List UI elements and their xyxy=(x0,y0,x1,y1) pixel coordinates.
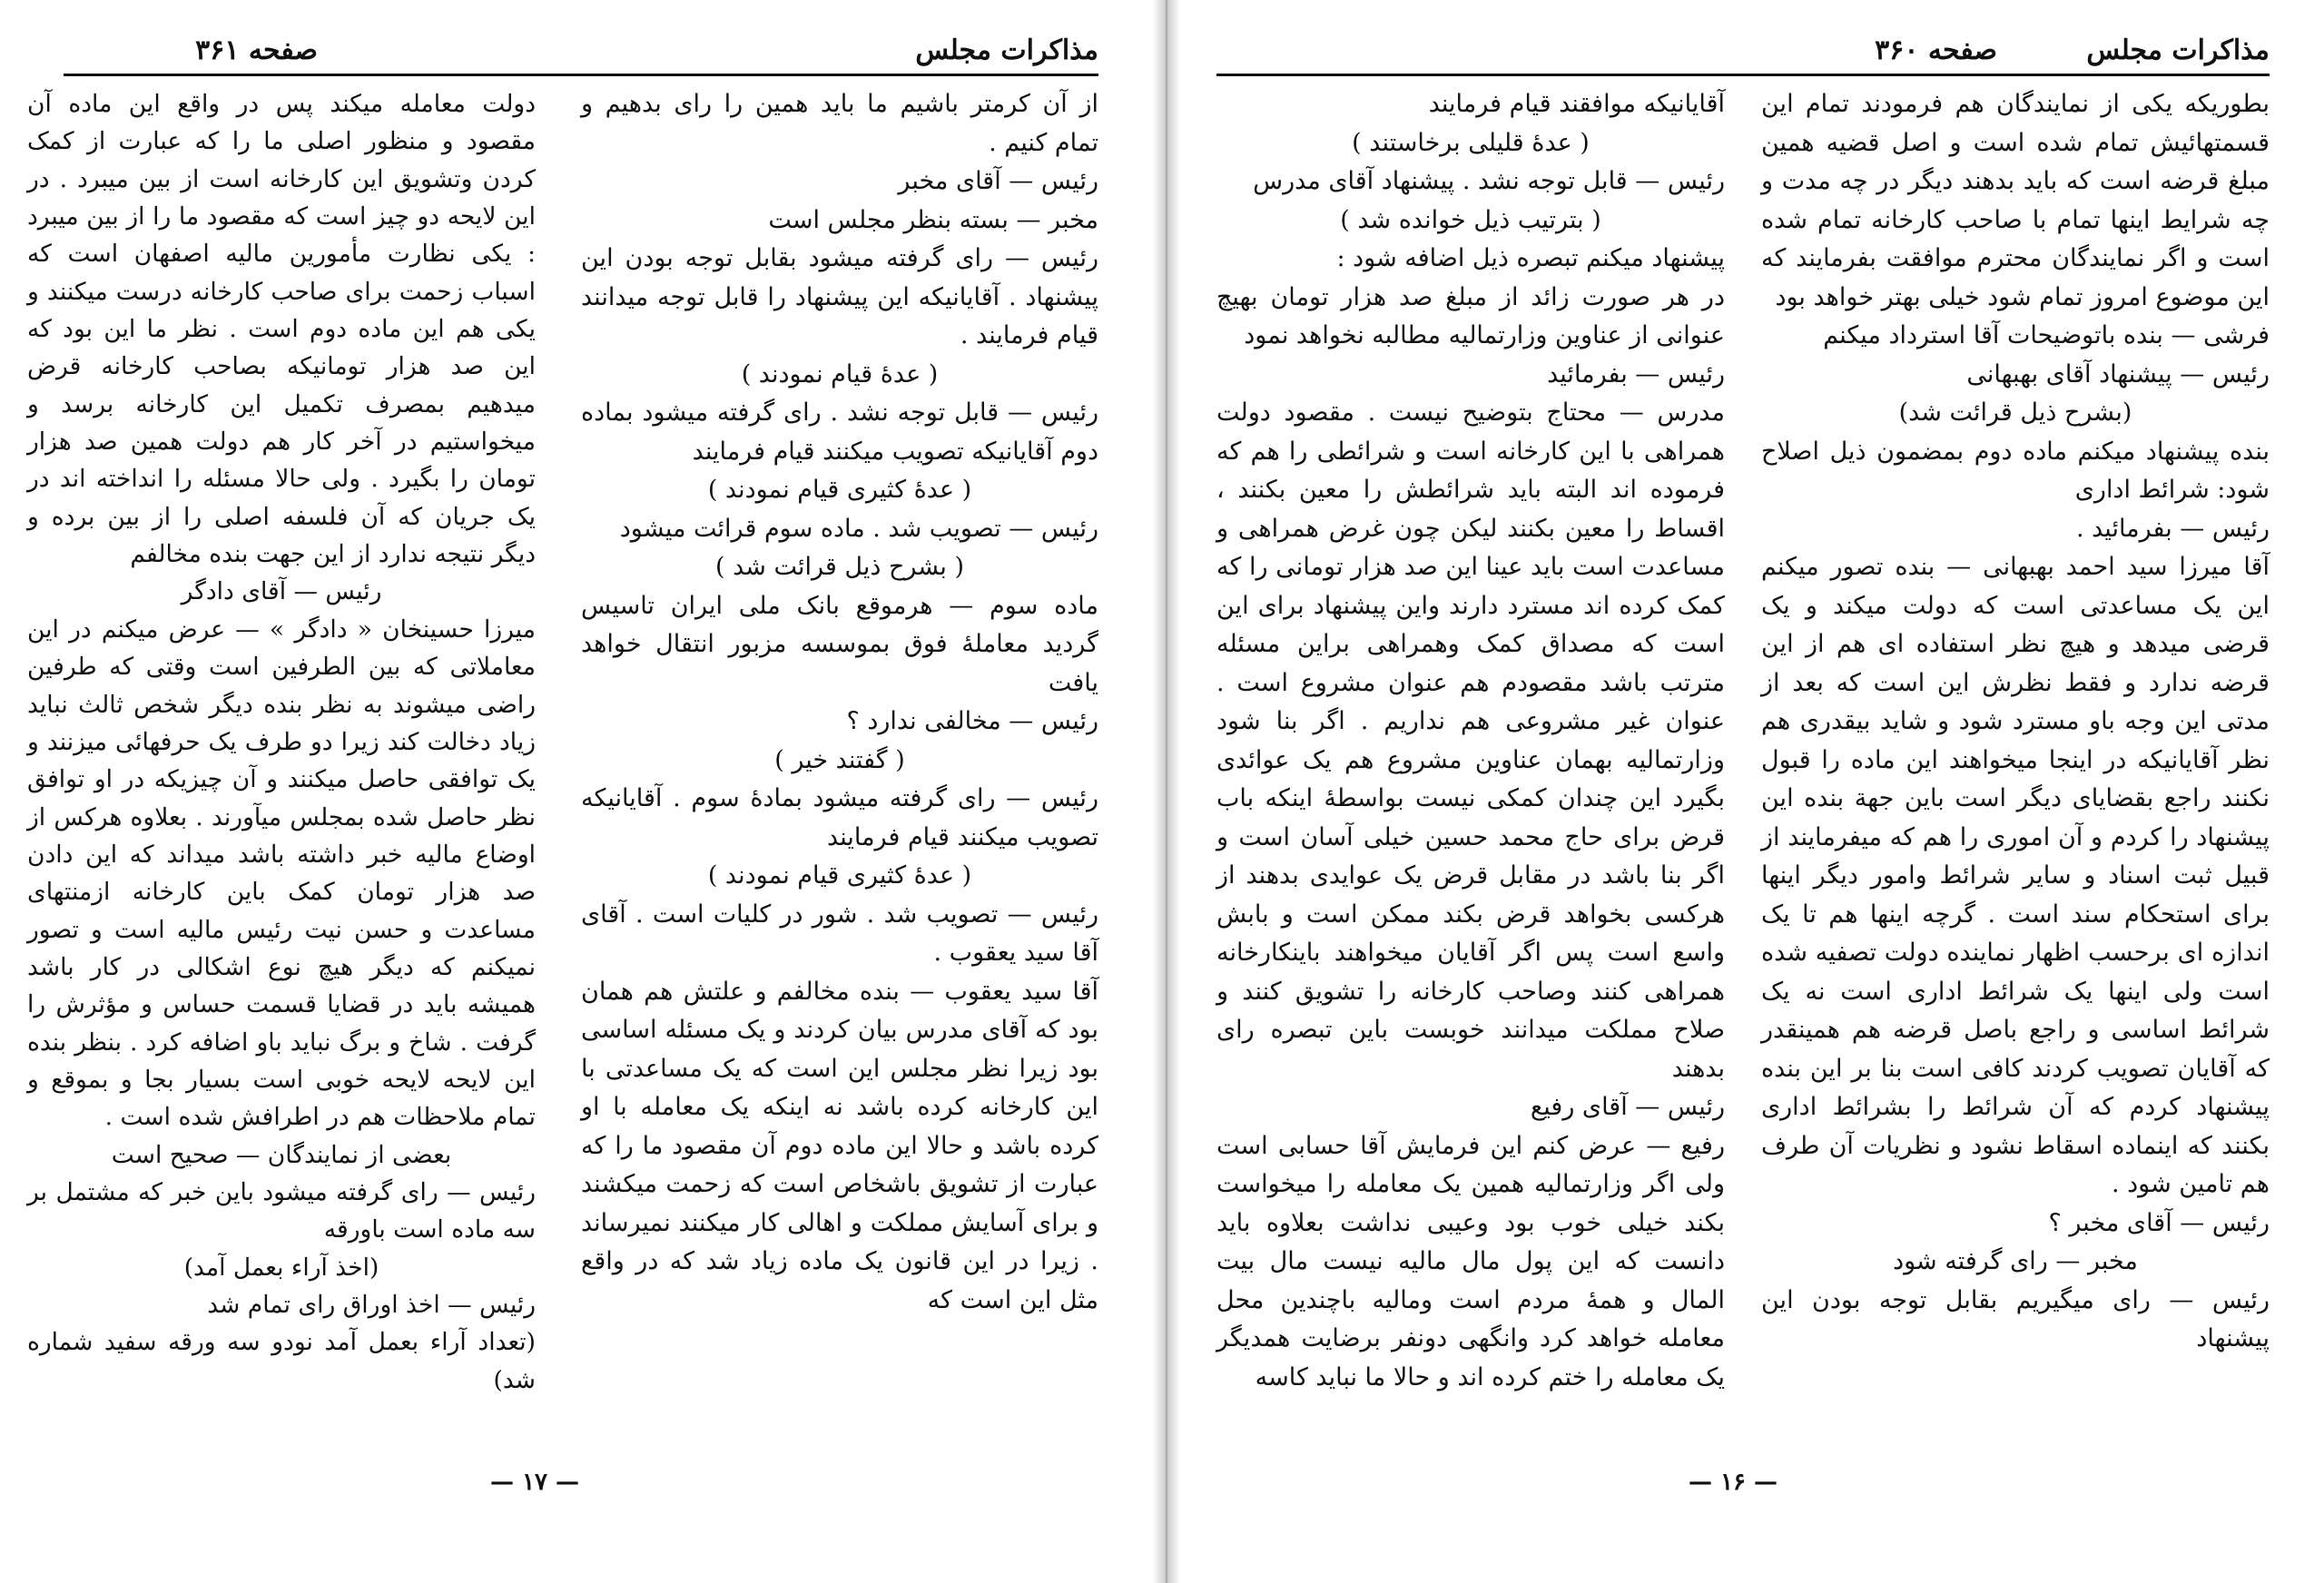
right-page-left-column xyxy=(1216,85,1725,1397)
paragraph: میرزا حسینخان « دادگر » — عرض میکنم در این معاملاتی که بین الطرفین است وقتی که طرفین راضی میشوند به نظر بنده دیگر شخص ثالث نباید زیاد دخالت کند زیرا دو طرف یک حرفهائی میزنند و یک توافقی حاصل میکنند و آن چیزیکه در او توافق نظر حاصل شده بمجلس میآورند . بعلاوه هرکس از اوضاع مالیه خبر داشته باشد میداند که این دادن صد هزار تومان کمک باین کارخانه ازمنتهای مساعدت و حسن نیت رئیس مالیه است و تصور نمیکنم که دیگر هیچ نوع اشکالی در کار باشد همیشه باید در قضایا قسمت حساس و مؤثرش را گرفت . شاخ و برگ نباید باو اضافه کرد . بنظر بنده این لایحه لایحه خوبی است بسیار بجا و بموقع و تمام ملاحظات هم در اطرافش شده است . xyxy=(27,615,536,1132)
paragraph: رئیس — قابل توجه نشد . پیشنهاد آقای مدرس xyxy=(1253,167,1725,195)
paragraph: فرشی — بنده باتوضیحات آقا استرداد میکنم xyxy=(1823,321,2270,349)
paragraph: رئیس — قابل توجه نشد . رای گرفته میشود بماده دوم آقایانیکه تصویب میکنند قیام فرمایند xyxy=(581,398,1098,466)
right-header-rule xyxy=(1216,74,2270,76)
paragraph: ( عدهٔ قلیلی برخاستند ) xyxy=(1352,128,1590,157)
paragraph: رفیع — عرض کنم این فرمایش آقا حسابی است ولی اگر وزارتمالیه همین یک معامله را میخواست بکند خیلی خوب بود وعیبی نداشت بعلاوه باید دانست که این پول مال مالیه نیست مال بیت المال و همهٔ مردم است ومالیه باچندین محل معامله خواهد کرد وانگهی دونفر برضایت همدیگر یک معامله را ختم کرده اند و حالا ما نباید کاسه xyxy=(1216,1131,1725,1391)
left-page-header xyxy=(64,34,1098,76)
paragraph: رئیس — آقای مخبر xyxy=(898,167,1098,195)
paragraph: بطوریکه یکی از نمایندگان هم فرمودند تمام این قسمتهائیش تمام شده است و اصل قضیه همین مبلغ قرضه است که باید بدهند دیگر در چه مدت و چه شرایط اینها تمام با صاحب کارخانه تمام شده است و اگر نمایندگان محترم موافقت بفرمایند که این موضوع امروز تمام شود خیلی بهتر خواهد بود xyxy=(1761,90,2270,311)
paragraph: ( عدهٔ کثیری قیام نمودند ) xyxy=(707,861,972,890)
left-page xyxy=(0,0,1153,1583)
paragraph: پیشنهاد میکنم تبصره ذیل اضافه شود : xyxy=(1336,244,1725,272)
right-page-right-column xyxy=(1761,85,2270,1359)
paragraph: دولت معامله میکند پس در واقع این ماده آن مقصود و منظور اصلی ما را که عبارت از کمک کردن وتشویق این کارخانه است از بین میبرد . در این لایحه دو چیز است که مقصود ما را از بین میبرد : یکی نظارت مأمورین مالیه اصفهان است که اسباب زحمت برای صاحب کارخانه درست میکنند و یکی هم این ماده دوم است . نظر ما این بود که این صد هزار تومانیکه بصاحب کارخانه قرض میدهیم بمصرف تکمیل این کارخانه برسد و میخواستیم در آخر کار هم دولت همین صد هزار تومان را بگیرد . ولی حالا مسئله را انداخته اند در یک جریان که آن فلسفه اصلی را از بین برده و دیگر نتیجه ندارد از این جهت بنده مخالفم xyxy=(27,90,536,569)
paragraph: رئیس — آقای مخبر ؟ xyxy=(2048,1208,2270,1237)
paragraph: بعضی از نمایندگان — صحیح است xyxy=(111,1140,452,1169)
paragraph: مخبر — بسته بنظر مجلس است xyxy=(768,205,1098,234)
paragraph: رئیس — مخالفی ندارد ؟ xyxy=(846,707,1098,735)
paragraph: ( عدهٔ کثیری قیام نمودند ) xyxy=(707,476,972,504)
left-header-rule xyxy=(64,74,1098,76)
book-gutter xyxy=(1153,0,1180,1583)
paragraph: در هر صورت زائد از مبلغ صد هزار تومان بهیچ عنوانی از عناوین وزارتمالیه مطالبه نخواهد نمود xyxy=(1216,282,1725,349)
paragraph: (تعداد آراء بعمل آمد نودو سه ورقه سفید شماره شد) xyxy=(27,1328,536,1394)
paragraph: ( گفتند خیر ) xyxy=(774,745,905,774)
paragraph: رئیس — تصویب شد . ماده سوم قرائت میشود xyxy=(619,514,1098,543)
paragraph: رئیس — بفرمائید . xyxy=(2075,514,2270,543)
paragraph: رئیس — اخذ اوراق رای تمام شد xyxy=(207,1291,536,1319)
right-page-title: مذاکرات مجلس xyxy=(2086,34,2270,66)
paragraph: ( بشرح ذیل قرائت شد ) xyxy=(714,553,965,581)
paragraph: مخبر — رای گرفته شود xyxy=(1893,1247,2138,1275)
paragraph: آقایانیکه موافقند قیام فرمایند xyxy=(1428,90,1725,118)
paragraph: از آن کرمتر باشیم ما باید همین را رای بدهیم و تمام کنیم . xyxy=(581,90,1098,157)
paragraph: رئیس — آقای دادگر xyxy=(181,577,382,606)
paragraph: رئیس — رای گرفته میشود بمادهٔ سوم . آقایانیکه تصویب میکنند قیام فرمایند xyxy=(581,784,1098,851)
paragraph: رئیس — پیشنهاد آقای بهبهانی xyxy=(1966,359,2270,388)
paragraph: ( بترتیب ذیل خوانده شد ) xyxy=(1340,205,1601,234)
paragraph: رئیس — آقای رفیع xyxy=(1530,1093,1725,1121)
paragraph: (اخذ آراء بعمل آمد) xyxy=(183,1253,379,1282)
right-page-footer: — ۱۶ — xyxy=(1689,1469,1778,1496)
paragraph: ( عدهٔ قیام نمودند ) xyxy=(741,359,939,388)
paragraph: آقا سید یعقوب — بنده مخالفم و علتش هم همان بود که آقای مدرس بیان کردند و یک مسئله اساسی بود زیرا نظر مجلس این است که یک مساعدتی با این کارخانه کرده باشد نه اینکه یک معامله با او کرده باشد و حالا این ماده دوم آن مقصود ما را که عبارت از تشویق باشخاص است که زحمت میکشند و برای آسایش مملکت و اهالی کار میکنند نمیرساند . زیرا در این قانون یک ماده زیاد شد که در واقع مثل این است که xyxy=(581,977,1098,1314)
right-page xyxy=(1180,0,2324,1583)
paragraph: ماده سوم — هرموقع بانک ملی ایران تاسیس گردید معاملهٔ فوق بموسسه مزبور انتقال خواهد یافت xyxy=(581,591,1098,697)
paragraph: رئیس — بفرمائید xyxy=(1547,359,1725,388)
left-page-title: مذاکرات مجلس xyxy=(915,34,1098,66)
paragraph: بنده پیشنهاد میکنم ماده دوم بمضمون ذیل اصلاح شود: شرائط اداری xyxy=(1761,437,2270,504)
left-page-right-column xyxy=(581,85,1098,1320)
paragraph: مدرس — محتاج بتوضیح نیست . مقصود دولت همراهی با این کارخانه است و شرائطی را هم که فرموده اند البته باید شرائطش را معین بکنند ، اقساط را معین بکنند لیکن چون غرض همراهی و مساعدت است باید عینا این صد هزار تومانی را که کمک کرده اند مسترد دارند واین پیشنهاد برای این است که مصداق کمک وهمراهی براین مسئله مترتب باشد مقصودم هم عنوان مشروع است . عنوان غیر مشروعی هم نداریم . اگر بنا شود وزارتمالیه بهمان عناوین مشروع هم یک عوائدی بگیرد این چندان کمکی نیست بواسطهٔ اینکه باب قرض برای حاج محمد حسین خیلی آسان است و اگر بنا باشد در مقابل قرض یک عوایدی بدهند از هرکسی بخواهد قرض بکند ممکن است و بابش واسع است پس اگر آقایان میخواهند باینکارخانه همراهی کنند وصاحب کارخانه را تشویق کنند و صلاح مملکت میدانند خوبست باین تبصره رای بدهند xyxy=(1216,398,1725,1083)
paragraph: رئیس — رای گرفته میشود باین خبر که مشتمل بر سه ماده است باورقه xyxy=(27,1177,536,1244)
right-page-number: صفحه ۳۶۰ xyxy=(1875,34,1997,66)
left-page-footer: — ۱۷ — xyxy=(490,1469,580,1496)
right-page-header xyxy=(1216,34,2270,76)
paragraph: رئیس — تصویب شد . شور در کلیات است . آقای آقا سید یعقوب . xyxy=(581,900,1098,967)
left-page-left-column xyxy=(27,85,536,1399)
left-page-number: صفحه ۳۶۱ xyxy=(195,34,318,66)
paragraph: رئیس — رای گرفته میشود بقابل توجه بودن این پیشنهاد . آقایانیکه این پیشنهاد را قابل توجه میدانند قیام فرمایند . xyxy=(581,244,1098,349)
paragraph: (بشرح ذیل قرائت شد) xyxy=(1898,398,2132,427)
paragraph: رئیس — رای میگیریم بقابل توجه بودن این پیشنهاد xyxy=(1761,1285,2270,1352)
paragraph: آقا میرزا سید احمد بهبهانی — بنده تصور میکنم این یک مساعدتی است که دولت میکند و یک قرضی میدهد و هیچ نظر استفاده ای هم از این قرضه ندارد و فقط نظرش این است که بعد از مدتی این وجه باو مسترد شود و شاید بیقدری هم نظر آقایانیکه در اینجا میخواهند این ماده را قبول نکنند راجع بقضایای دیگر است باین جهة بنده این پیشنهاد را کردم و آن اموری را هم که میفرمایند از قبیل ثبت اسناد و سایر شرائط وامور دیگر اینها برای استحکام سند است . گرچه اینها هم تا یک اندازه ای برحسب اظهار نماینده دولت تصفیه شده است ولی اینها یک شرائط اداری است نه یک شرائط اساسی و راجع باصل قرضه هم همینقدر که آقایان تصویب کردند کافی است بنا بر این بنده پیشنهاد کردم که آن شرائط را بشرائط اداری بکنند که اینماده اسقاط نشود و نظریات آن طرف هم تامین شود . xyxy=(1761,553,2270,1198)
